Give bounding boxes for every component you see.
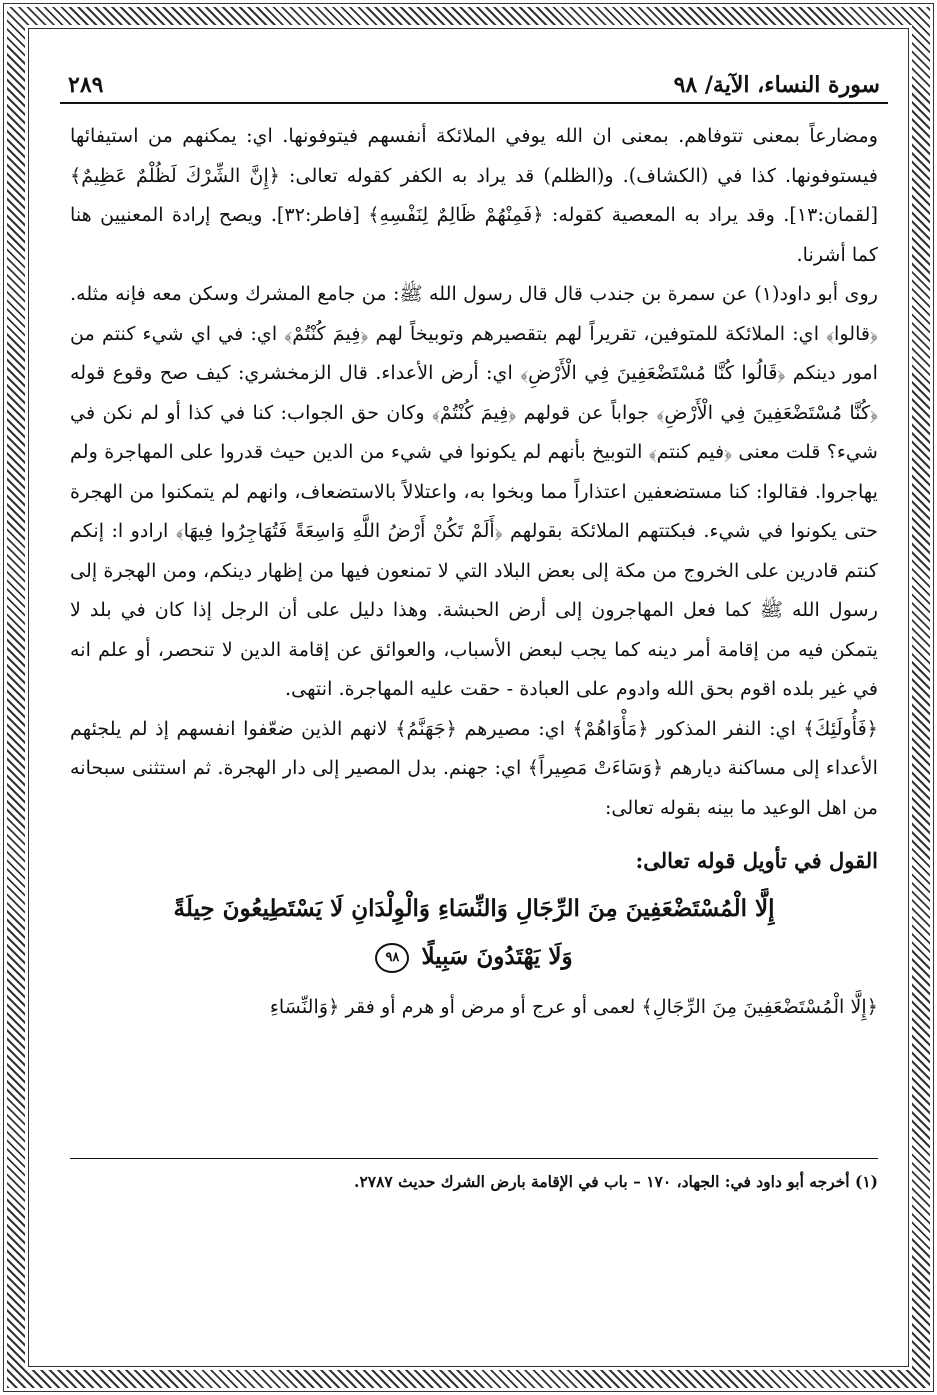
page-body: [60, 116, 888, 1027]
ayah-number-marker: ٩٨: [375, 943, 409, 973]
paragraph: ومضارعاً بمعنى تتوفاهم. بمعنى ان الله يوفي الملائكة أنفسهم فيتوفونها. اي: يمكنهم من استيفائها فيستوفونها. كذا في (الكشاف). و(الظلم) قد يراد به الكفر كقوله تعالى: ﴿إِنَّ الشِّرْكَ لَظُلْمٌ عَظِيمٌ﴾ [لقمان:١٣]. وقد يراد به المعصية كقوله: ﴿فَمِنْهُمْ ظَالِمٌ لِنَفْسِهِ﴾ [فاطر:٣٢]. ويصح إرادة المعنيين هنا كما أشرنا.: [70, 124, 878, 266]
surah-title: سورة النساء، الآية/ ٩٨: [673, 72, 880, 98]
quran-verse-text: وَلَا يَهْتَدُونَ سَبِيلًا: [421, 943, 573, 970]
paragraph: روى أبو داود(١) عن سمرة بن جندب قال قال رسول الله ﷺ: من جامع المشرك وسكن معه فإنه مثله. ﴿قالوا﴾ اي: الملائكة للمتوفين، تقريراً لهم بتقصيرهم وتوبيخاً لهم ﴿فِيمَ كُنْتُمْ﴾ اي: في اي شيء كنتم من امور دينكم ﴿قَالُوا كُنَّا مُسْتَضْعَفِينَ فِي الْأَرْضِ﴾ اي: أرض الأعداء. قال الزمخشري: كيف صح وقوع قوله ﴿كُنَّا مُسْتَضْعَفِينَ فِي الْأَرْضِ﴾ جواباً عن قولهم ﴿فِيمَ كُنْتُمْ﴾ وكان حق الجواب: كنا في كذا أو لم نكن في شيء؟ قلت معنى ﴿فيم كنتم﴾ التوبيخ بأنهم لم يكونوا في شيء من الدين حيث قدروا على المهاجرة ولم يهاجروا. فقالوا: كنا مستضعفين اعتذاراً مما وبخوا به، واعتلالاً بالاستضعاف، وانهم لم يتمكنوا من الهجرة حتى يكونوا في شيء. فبكتتهم الملائكة بقولهم ﴿أَلَمْ تَكُنْ أَرْضُ اللَّهِ وَاسِعَةً فَتُهَاجِرُوا فِيهَا﴾ ارادو ا: إنكم كنتم قادرين على الخروج من مكة إلى بعض البلاد التي لا تمنعون فيها من إظهار دينكم، ومن الهجرة إلى رسول الله ﷺ كما فعل المهاجرون إلى أرض الحبشة. وهذا دليل على أن الرجل إذا كان في بلد لا يتمكن فيه من إقامة أمر دينه كما يجب لبعض الأسباب، والعوائق عن إقامة الدين لا تنحصر، أو علم انه في غير بلده اقوم بحق الله وادوم على العبادة - حقت عليه المهاجرة. انتهى.: [70, 282, 878, 700]
book-page: [60, 60, 888, 1350]
paragraph: ﴿إِلَّا الْمُسْتَضْعَفِينَ مِنَ الرِّجَالِ﴾ لعمى أو عرج أو مرض أو هرم أو فقر ﴿وَالنِّسَاءِ: [269, 995, 878, 1018]
section-heading: القول في تأويل قوله تعالى:: [635, 848, 878, 873]
quran-verse-line-2: [70, 935, 878, 979]
quran-verse-line-1: إِلَّا الْمُسْتَضْعَفِينَ مِنَ الرِّجَالِ وَالنِّسَاءِ وَالْوِلْدَانِ لَا يَسْتَطِيعُونَ حِيلَةً: [173, 895, 775, 922]
paragraph: ﴿فَأُولَئِكَ﴾ اي: النفر المذكور ﴿مَأْوَاهُمْ﴾ اي: مصيرهم ﴿جَهَنَّمُ﴾ لانهم الذين ضعّفوا انفسهم إذ لم يلجئهم الأعداء إلى مساكنة ديارهم ﴿وَسَاءَتْ مَصِيراً﴾ اي: جهنم. بدل المصير إلى دار الهجرة. ثم استثنى سبحانه من اهل الوعيد ما بينه بقوله تعالى:: [70, 716, 878, 819]
page-header: [60, 60, 888, 104]
footnote: (١) أخرجه أبو داود في: الجهاد، ١٧٠ – باب في الإقامة بارض الشرك حديث ٢٧٨٧.: [70, 1158, 878, 1195]
page-number: ٢٨٩: [68, 72, 104, 98]
